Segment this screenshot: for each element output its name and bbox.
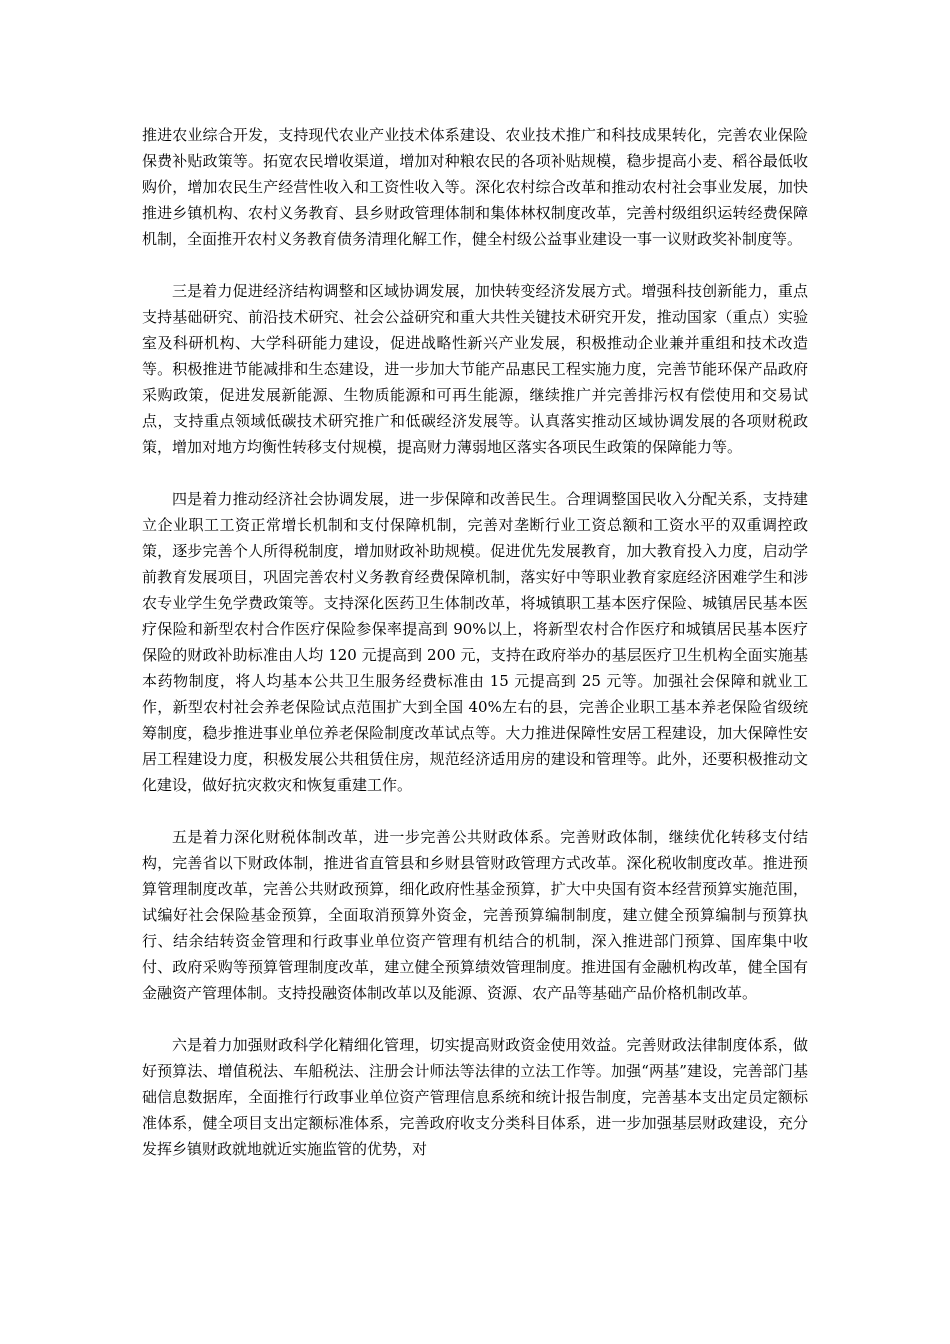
- paragraph-four-livelihood: 四是着力推动经济社会协调发展，进一步保障和改善民生。合理调整国民收入分配关系，支持建立企业职工工资正常增长机制和支付保障机制，完善对垄断行业工资总额和工资水平的双重调控政策，逐步完善个人所得税制度，增加财政补助规模。促进优先发展教育，加大教育投入力度，启动学前教育发展项目，巩固完善农村义务教育经费保障机制，落实好中等职业教育家庭经济困难学生和涉农专业学生免学费政策等。支持深化医药卫生体制改革，将城镇职工基本医疗保险、城镇居民基本医疗保险和新型农村合作医疗保险参保率提高到 90%以上，将新型农村合作医疗和城镇居民基本医疗保险的财政补助标准由人均 120 元提高到 200 元，支持在政府举办的基层医疗卫生机构全面实施基本药物制度，将人均基本公共卫生服务经费标准由 15 元提高到 25 元等。加强社会保障和就业工作，新型农村社会养老保险试点范围扩大到全国 40%左右的县，完善企业职工基本养老保险省级统筹制度，稳步推进事业单位养老保险制度改革试点等。大力推进保障性安居工程建设，加大保障性安居工程建设力度，积极发展公共租赁住房，规范经济适用房的建设和管理等。此外，还要积极推动文化建设，做好抗灾救灾和恢复重建工作。: [142, 490, 808, 794]
- paragraph-three-structure-adjustment: 三是着力促进经济结构调整和区域协调发展，加快转变经济发展方式。增强科技创新能力，重点支持基础研究、前沿技术研究、社会公益研究和重大共性关键技术研究开发，推动国家（重点）实验室及科研机构、大学科研能力建设，促进战略性新兴产业发展，积极推动企业兼并重组和技术改造等。积极推进节能减排和生态建设，进一步加大节能产品惠民工程实施力度，完善节能环保产品政府采购政策，促进发展新能源、生物质能源和可再生能源，继续推广并完善排污权有偿使用和交易试点，支持重点领域低碳技术研究推广和低碳经济发展等。认真落实推动区域协调发展的各项财税政策，增加对地方均衡性转移支付规模，提高财力薄弱地区落实各项民生政策的保障能力等。: [142, 282, 808, 456]
- paragraph-six-fiscal-management: 六是着力加强财政科学化精细化管理，切实提高财政资金使用效益。完善财政法律制度体系，做好预算法、增值税法、车船税法、注册会计师法等法律的立法工作等。加强“两基”建设，完善部门基础信息数据库，全面推行行政事业单位资产管理信息系统和统计报告制度，完善基本支出定员定额标准体系，健全项目支出定额标准体系，完善政府收支分类科目体系，进一步加强基层财政建设，充分发挥乡镇财政就地就近实施监管的优势，对: [142, 1036, 808, 1158]
- document-body: [142, 122, 808, 1162]
- paragraph-agriculture: 推进农业综合开发，支持现代农业产业技术体系建设、农业技术推广和科技成果转化，完善农业保险保费补贴政策等。拓宽农民增收渠道，增加对种粮农民的各项补贴规模，稳步提高小麦、稻谷最低收购价，增加农民生产经营性收入和工资性收入等。深化农村综合改革和推动农村社会事业发展，加快推进乡镇机构、农村义务教育、县乡财政管理体制和集体林权制度改革，完善村级组织运转经费保障机制，全面推开农村义务教育债务清理化解工作，健全村级公益事业建设一事一议财政奖补制度等。: [142, 126, 808, 248]
- paragraph-five-fiscal-reform: 五是着力深化财税体制改革，进一步完善公共财政体系。完善财政体制，继续优化转移支付结构，完善省以下财政体制，推进省直管县和乡财县管财政管理方式改革。深化税收制度改革。推进预算管理制度改革，完善公共财政预算，细化政府性基金预算，扩大中央国有资本经营预算实施范围，试编好社会保险基金预算，全面取消预算外资金，完善预算编制制度，建立健全预算编制与预算执行、结余结转资金管理和行政事业单位资产管理有机结合的机制，深入推进部门预算、国库集中收付、政府采购等预算管理制度改革，建立健全预算绩效管理制度。推进国有金融机构改革，健全国有金融资产管理体制。支持投融资体制改革以及能源、资源、农产品等基础产品价格机制改革。: [142, 828, 808, 1002]
